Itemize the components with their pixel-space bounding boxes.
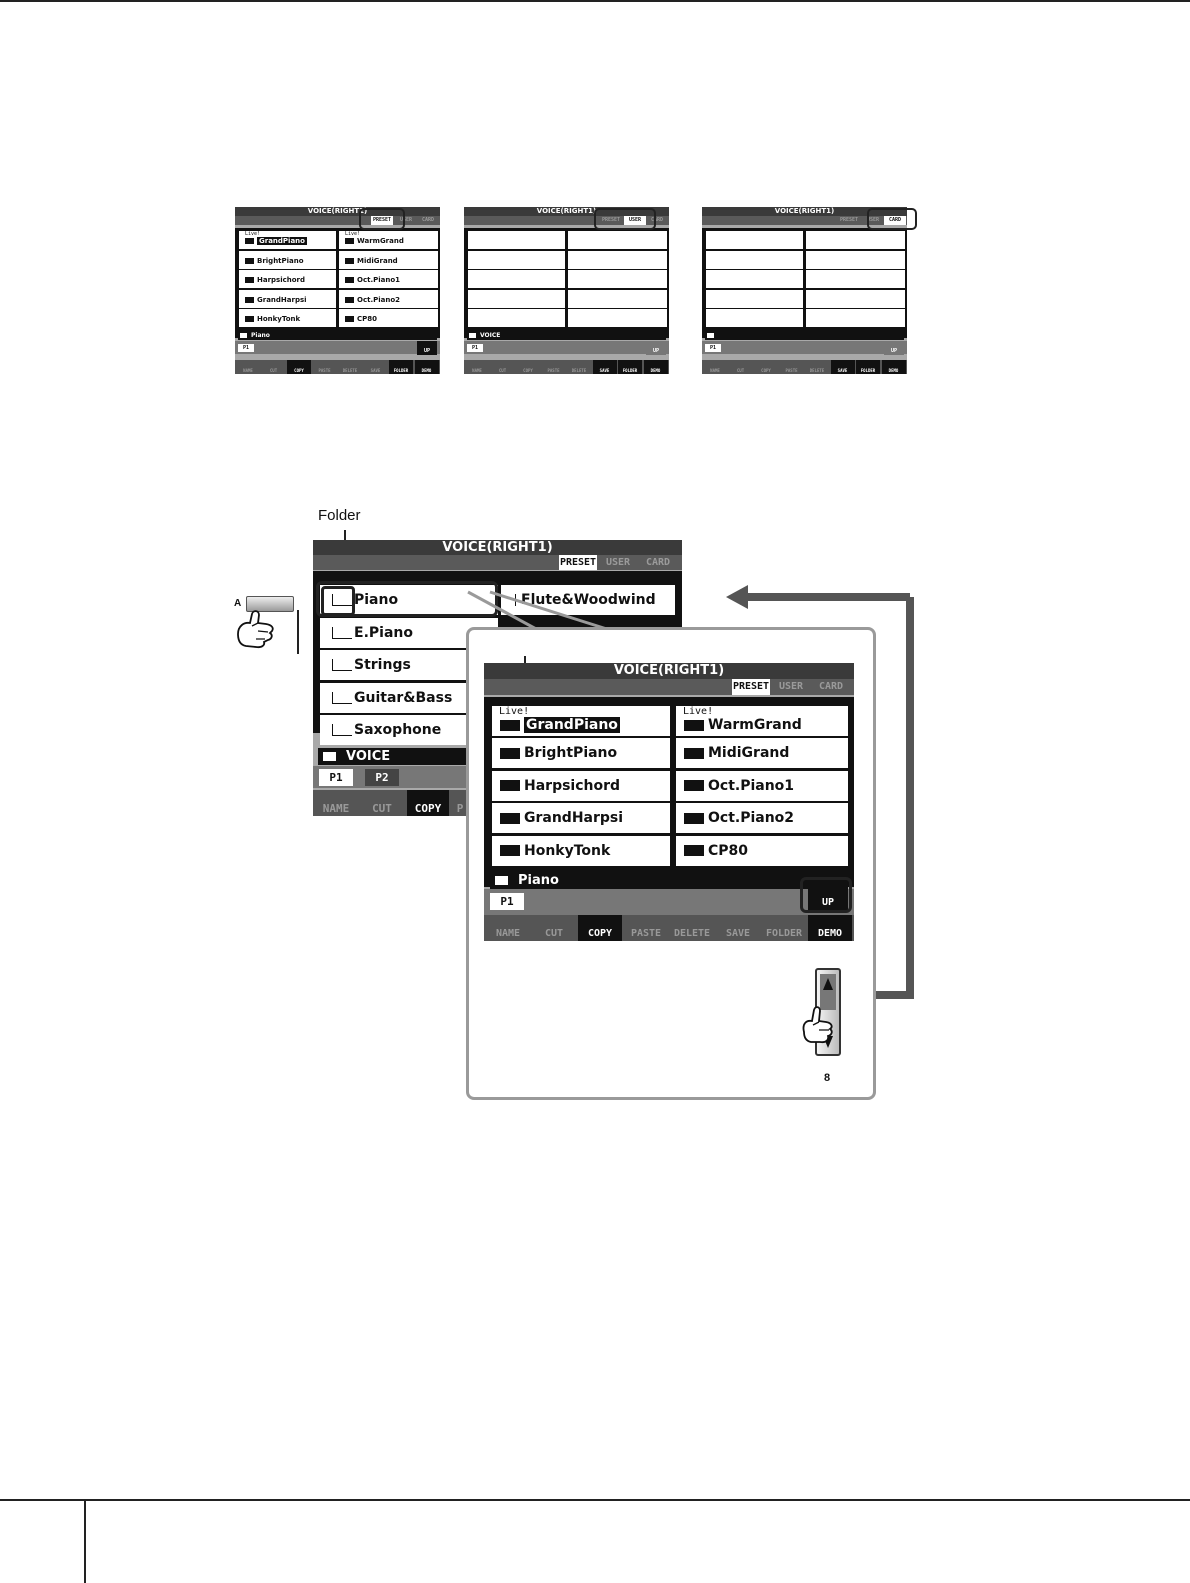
- folder-tab-icon: [332, 692, 352, 704]
- fn-folder[interactable]: FOLDER: [618, 360, 642, 374]
- folder-icon: [469, 333, 476, 338]
- live-tag: Live!: [345, 231, 361, 237]
- voice-name: GrandPiano: [259, 237, 305, 245]
- fn-paste[interactable]: PASTE: [547, 368, 560, 373]
- page-row: [702, 341, 907, 354]
- voice-cell[interactable]: [806, 251, 905, 269]
- voice-cell[interactable]: [239, 231, 336, 249]
- voice-name: BrightPiano: [524, 745, 618, 762]
- fn-copy[interactable]: COPY: [761, 368, 771, 373]
- instrument-icon: [245, 297, 254, 303]
- page-row: [484, 889, 854, 915]
- path-bar: [490, 872, 848, 889]
- fn-name[interactable]: NAME: [472, 368, 482, 373]
- fn-save[interactable]: SAVE: [370, 368, 381, 373]
- folder-tab-icon: [332, 659, 352, 671]
- voice-cell[interactable]: [468, 309, 565, 327]
- voice-name: Harpsichord: [524, 777, 621, 794]
- voice-name: GrandPiano: [526, 717, 618, 733]
- fn-cut[interactable]: CUT: [372, 802, 392, 815]
- folder-name: Saxophone: [354, 722, 442, 738]
- voice-name: BrightPiano: [257, 256, 304, 265]
- tab-card[interactable]: CARD: [650, 217, 664, 223]
- voice-cell[interactable]: [239, 290, 336, 308]
- fn-delete[interactable]: DELETE: [673, 928, 711, 939]
- page-p2[interactable]: P2: [365, 769, 399, 786]
- tab-user[interactable]: USER: [399, 217, 413, 223]
- voice-cell[interactable]: [676, 706, 848, 736]
- screen-title: VOICE(RIGHT1): [702, 207, 907, 216]
- page-p1[interactable]: P1: [467, 344, 483, 352]
- instrument-icon: [684, 780, 704, 791]
- fn-paste[interactable]: PASTE: [318, 368, 331, 373]
- pointing-hand-icon: [232, 606, 280, 650]
- tab-card[interactable]: CARD: [884, 216, 906, 225]
- tab-strip: [235, 216, 440, 225]
- small-screen-3: [702, 207, 907, 374]
- instrument-icon: [500, 780, 520, 791]
- voice-cell[interactable]: [676, 836, 848, 866]
- voice-cell[interactable]: [568, 270, 667, 288]
- voice-cell[interactable]: [339, 251, 438, 269]
- tab-user[interactable]: USER: [866, 217, 880, 223]
- folder-tab-icon: [332, 627, 352, 639]
- fn-paste[interactable]: PASTE: [785, 368, 798, 373]
- fn-copy[interactable]: COPY: [407, 790, 449, 816]
- page-p1[interactable]: P1: [319, 769, 353, 786]
- top-rule: [0, 0, 1190, 2]
- instrument-icon: [500, 748, 520, 759]
- instrument-icon: [345, 258, 354, 264]
- fn-paste[interactable]: PASTE: [630, 928, 662, 939]
- tab-highlight-1: [359, 208, 405, 230]
- path-text: Piano: [518, 873, 559, 888]
- voice-cell[interactable]: [492, 706, 670, 736]
- tab-card[interactable]: CARD: [818, 681, 844, 692]
- small-screen-2: [464, 207, 669, 374]
- voice-name: CP80: [708, 842, 749, 859]
- voice-name: MidiGrand: [708, 745, 790, 762]
- fn-name[interactable]: NAME: [710, 368, 720, 373]
- voice-cell[interactable]: [239, 251, 336, 269]
- path-bar: [238, 332, 437, 340]
- screen-title: VOICE(RIGHT1): [235, 207, 440, 216]
- bottom-divider: [84, 1499, 86, 1583]
- voice-cell[interactable]: [706, 251, 803, 269]
- voice-cell[interactable]: [706, 270, 803, 288]
- tab-card[interactable]: CARD: [645, 557, 671, 568]
- fn-partial[interactable]: P: [456, 802, 464, 815]
- instrument-icon: [500, 813, 520, 824]
- voice-name: Oct.Piano1: [708, 777, 795, 794]
- function-row: [702, 360, 907, 374]
- voice-cell[interactable]: [339, 231, 438, 249]
- folder-icon: [707, 333, 714, 338]
- function-row: [464, 360, 669, 374]
- voice-cell[interactable]: [492, 803, 670, 833]
- voice-cell[interactable]: [676, 771, 848, 801]
- fn-save[interactable]: SAVE: [725, 928, 751, 939]
- fn-cut[interactable]: CUT: [498, 368, 507, 373]
- function-row: [484, 915, 854, 941]
- voice-cell[interactable]: [806, 309, 905, 327]
- instrument-icon: [245, 316, 254, 322]
- fn-name[interactable]: NAME: [243, 368, 253, 373]
- voice-name: HonkyTonk: [257, 315, 301, 323]
- instrument-icon: [500, 720, 520, 731]
- path-text: Piano: [251, 332, 270, 339]
- tab-card[interactable]: CARD: [421, 217, 435, 223]
- voice-cell[interactable]: [806, 290, 905, 308]
- folder-name: Guitar&Bass: [354, 689, 453, 706]
- fn-delete[interactable]: DELETE: [342, 368, 358, 373]
- path-bar: [705, 332, 904, 340]
- folder-name: Strings: [354, 657, 411, 673]
- voice-cell[interactable]: [339, 309, 438, 327]
- voice-cell[interactable]: [568, 290, 667, 308]
- tab-highlight-2: [594, 208, 656, 230]
- instrument-icon: [684, 813, 704, 824]
- live-tag: Live!: [683, 706, 714, 717]
- voice-name: Oct.Piano2: [708, 810, 795, 827]
- instrument-icon: [345, 297, 354, 303]
- up-button[interactable]: [646, 341, 666, 355]
- instrument-icon: [245, 258, 254, 264]
- up-label: UP: [652, 348, 660, 354]
- voice-name: Oct.Piano1: [357, 276, 401, 284]
- voice-cell[interactable]: [806, 270, 905, 288]
- small-screen-1: [235, 207, 440, 374]
- voice-cell[interactable]: [676, 803, 848, 833]
- folder-icon: [323, 752, 336, 761]
- fn-demo[interactable]: DEMO: [882, 360, 906, 374]
- screen-title: VOICE(RIGHT1): [464, 207, 669, 216]
- fn-folder[interactable]: FOLDER: [389, 360, 413, 374]
- tab-user[interactable]: USER: [605, 557, 631, 568]
- instrument-icon: [500, 845, 520, 856]
- tab-user[interactable]: USER: [778, 681, 804, 692]
- tab-strip: [484, 679, 854, 695]
- fn-cut[interactable]: CUT: [544, 928, 564, 939]
- voice-name: CP80: [357, 315, 378, 323]
- voice-cell[interactable]: [468, 231, 565, 249]
- dial-hand-icon: [796, 1002, 838, 1046]
- live-tag: Live!: [499, 706, 530, 717]
- fn-save[interactable]: SAVE: [593, 360, 617, 374]
- page-p1[interactable]: P1: [705, 344, 721, 352]
- fn-copy[interactable]: COPY: [523, 368, 533, 373]
- voice-cell[interactable]: [676, 738, 848, 768]
- voice-cell[interactable]: [468, 270, 565, 288]
- voice-cell[interactable]: [239, 270, 336, 288]
- folder-icon: [240, 333, 247, 338]
- voice-cell[interactable]: [706, 290, 803, 308]
- voice-name: HonkyTonk: [524, 842, 611, 859]
- fn-name[interactable]: NAME: [322, 802, 350, 815]
- tab-preset[interactable]: PRESET: [372, 217, 392, 223]
- tab-preset[interactable]: PRESET: [732, 679, 770, 695]
- fn-delete[interactable]: DELETE: [571, 368, 587, 373]
- page-p1[interactable]: P1: [490, 893, 524, 910]
- live-tag: Live!: [245, 231, 261, 237]
- bottom-rule: [0, 1499, 1190, 1501]
- fn-name[interactable]: NAME: [495, 928, 521, 939]
- voice-cell[interactable]: [492, 836, 670, 866]
- folder-label: Folder: [318, 507, 361, 524]
- up-label: UP: [890, 348, 898, 354]
- path-text: VOICE: [346, 749, 391, 764]
- folder-tab-icon: [332, 724, 352, 736]
- up-label: UP: [423, 348, 431, 354]
- fn-folder[interactable]: FOLDER: [765, 928, 803, 939]
- dial-number: 8: [824, 1072, 831, 1084]
- instrument-icon: [684, 845, 704, 856]
- instrument-icon: [684, 720, 704, 731]
- zoom-screen: [484, 663, 854, 941]
- folder-icon-highlight: [321, 586, 355, 616]
- voice-name: Harpsichord: [257, 276, 306, 284]
- folder-name: Flute&Woodwind: [521, 592, 656, 608]
- voice-cell[interactable]: [568, 309, 667, 327]
- path-text: VOICE: [480, 332, 501, 339]
- voice-cell[interactable]: [468, 290, 565, 308]
- fn-demo[interactable]: DEMO: [415, 360, 439, 374]
- path-bar: [467, 332, 666, 340]
- instrument-icon: [245, 277, 254, 283]
- up-label: UP: [821, 897, 835, 908]
- button-a-label: A: [234, 598, 242, 609]
- voice-cell[interactable]: [468, 251, 565, 269]
- function-row: [235, 360, 440, 374]
- up-button-highlight: [800, 877, 852, 913]
- folder-name: E.Piano: [354, 624, 413, 641]
- page-row: [235, 341, 440, 354]
- tab-highlight-3: [867, 208, 917, 230]
- folder-name: Piano: [354, 592, 399, 608]
- page-row: [464, 341, 669, 354]
- fn-folder[interactable]: FOLDER: [856, 360, 880, 374]
- fn-cut[interactable]: CUT: [269, 368, 278, 373]
- instrument-icon: [345, 316, 354, 322]
- fn-demo[interactable]: DEMO: [808, 915, 852, 941]
- tab-preset[interactable]: PRESET: [601, 217, 621, 223]
- voice-name: GrandHarpsi: [524, 810, 624, 827]
- voice-name: WarmGrand: [708, 717, 802, 733]
- fn-demo[interactable]: DEMO: [644, 360, 668, 374]
- voice-cell[interactable]: [339, 290, 438, 308]
- fn-copy[interactable]: COPY: [578, 915, 622, 941]
- voice-cell[interactable]: [239, 309, 336, 327]
- instrument-icon: [684, 748, 704, 759]
- fn-save[interactable]: SAVE: [831, 360, 855, 374]
- voice-name: GrandHarpsi: [257, 295, 307, 304]
- fn-copy[interactable]: COPY: [287, 360, 311, 374]
- voice-cell[interactable]: [806, 231, 905, 249]
- voice-cell[interactable]: [339, 270, 438, 288]
- tab-user[interactable]: USER: [624, 216, 646, 225]
- button-a-leader: [297, 610, 299, 654]
- voice-cell[interactable]: [492, 738, 670, 768]
- voice-name: MidiGrand: [357, 256, 398, 265]
- page-p1[interactable]: P1: [238, 344, 254, 352]
- up-button[interactable]: [884, 341, 904, 355]
- screen-title: VOICE(RIGHT1): [313, 540, 682, 555]
- fn-delete[interactable]: DELETE: [809, 368, 825, 373]
- tab-preset[interactable]: PRESET: [839, 217, 859, 223]
- tab-strip: [313, 555, 682, 570]
- fn-cut[interactable]: CUT: [736, 368, 745, 373]
- screen-title: VOICE(RIGHT1): [484, 663, 854, 679]
- up-button[interactable]: [417, 341, 437, 355]
- voice-cell[interactable]: [492, 771, 670, 801]
- voice-name: Oct.Piano2: [357, 295, 401, 304]
- voice-cell[interactable]: [706, 231, 803, 249]
- instrument-icon: [345, 277, 354, 283]
- voice-name: WarmGrand: [357, 237, 404, 245]
- tab-preset[interactable]: PRESET: [559, 557, 597, 568]
- voice-cell[interactable]: [706, 309, 803, 327]
- folder-icon: [495, 876, 508, 885]
- voice-cell[interactable]: [568, 251, 667, 269]
- voice-cell[interactable]: [568, 231, 667, 249]
